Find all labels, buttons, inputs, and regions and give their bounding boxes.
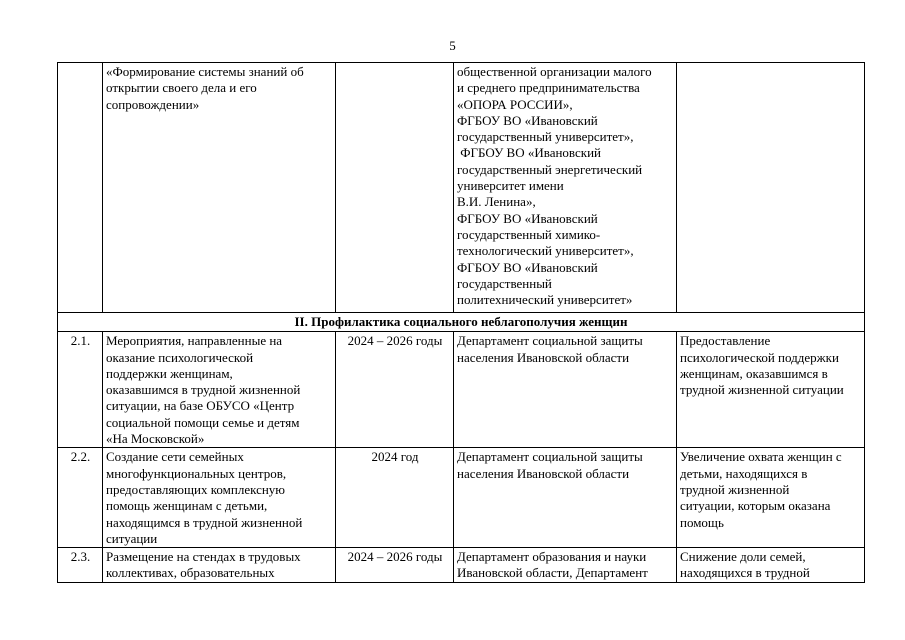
- cell-line: Снижение доли семей,: [680, 549, 806, 565]
- num-cell: 2.3.: [58, 548, 103, 583]
- cell-line: и среднего предпринимательства: [457, 80, 640, 96]
- cell-line: государственный химико-: [457, 226, 601, 242]
- num-cell: 2.2.: [58, 448, 103, 548]
- section-heading: II. Профилактика социального неблагополучия женщин: [58, 313, 865, 332]
- cell-line: ФГБОУ ВО «Ивановский: [457, 210, 598, 226]
- result-cell: [677, 63, 865, 313]
- cell-line: помощь: [680, 514, 724, 530]
- cell-line: «На Московской»: [106, 431, 205, 447]
- cell-line: детьми, находящихся в: [680, 465, 808, 481]
- cell-line: Департамент образования и науки: [457, 549, 647, 565]
- executor-cell: [454, 63, 677, 313]
- cell-line: «Формирование системы знаний об: [106, 64, 304, 79]
- cell-line: находящихся в трудной: [680, 565, 810, 581]
- section-heading-row: [58, 313, 865, 332]
- cell-line: многофункциональных центров,: [106, 465, 287, 481]
- cell-line: университет имени: [457, 178, 564, 194]
- cell-line: политехнический университет»: [457, 292, 633, 308]
- cell-line: предоставляющих комплексную: [106, 481, 286, 497]
- cell-line: государственный энергетический: [457, 161, 643, 177]
- cell-line: трудной жизненной: [680, 481, 790, 497]
- cell-line: Создание сети семейных: [106, 449, 244, 465]
- event-cell: [103, 63, 336, 313]
- cell-line: открытии своего дела и его: [106, 80, 257, 96]
- cell-line: Размещение на стендах в трудовых: [106, 549, 301, 565]
- table-row: [58, 548, 865, 583]
- executor-cell: [454, 548, 677, 583]
- cell-line: сопровождении»: [106, 96, 200, 112]
- cell-line: оказавшимся в трудной жизненной: [106, 382, 301, 398]
- plan-table: [57, 62, 865, 583]
- cell-line: поддержки женщинам,: [106, 365, 233, 381]
- cell-line: Департамент социальной защиты: [457, 333, 643, 349]
- cell-line: населения Ивановской области: [457, 465, 630, 481]
- cell-line: трудной жизненной ситуации: [680, 382, 844, 398]
- cell-line: Предоставление: [680, 333, 771, 349]
- term-cell: 2024 – 2026 годы: [336, 548, 454, 583]
- cell-line: государственный: [457, 275, 552, 291]
- cell-line: Увеличение охвата женщин с: [680, 449, 842, 465]
- cell-line: оказание психологической: [106, 349, 254, 365]
- event-cell: [103, 332, 336, 448]
- event-cell: [103, 448, 336, 548]
- cell-line: населения Ивановской области: [457, 349, 630, 365]
- cell-line: общественной организации малого: [457, 64, 652, 79]
- cell-line: коллективах, образовательных: [106, 565, 275, 581]
- term-cell: 2024 год: [336, 448, 454, 548]
- event-cell: [103, 548, 336, 583]
- cell-line: находящимся в трудной жизненной: [106, 514, 303, 530]
- cell-line: ФГБОУ ВО «Ивановский: [457, 259, 598, 275]
- result-cell: [677, 332, 865, 448]
- page-number: 5: [449, 38, 456, 53]
- cell-line: ФГБОУ ВО «Ивановский: [457, 145, 601, 161]
- cell-line: В.И. Ленина»,: [457, 194, 536, 210]
- cell-line: ситуации, на базе ОБУСО «Центр: [106, 398, 295, 414]
- cell-line: психологической поддержки: [680, 349, 839, 365]
- cell-line: ситуации: [106, 530, 158, 546]
- cell-line: государственный университет»,: [457, 129, 634, 145]
- result-cell: [677, 448, 865, 548]
- cell-line: социальной помощи семье и детям: [106, 414, 300, 430]
- cell-line: женщинам, оказавшимся в: [680, 365, 828, 381]
- cell-line: Мероприятия, направленные на: [106, 333, 283, 349]
- num-cell: 2.1.: [58, 332, 103, 448]
- cell-line: Ивановской области, Департамент: [457, 565, 648, 581]
- executor-cell: [454, 332, 677, 448]
- num-cell: [58, 63, 103, 313]
- table-row: [58, 332, 865, 448]
- term-cell: 2024 – 2026 годы: [336, 332, 454, 448]
- cell-line: технологический университет»,: [457, 243, 634, 259]
- term-cell: [336, 63, 454, 313]
- cell-line: Департамент социальной защиты: [457, 449, 643, 465]
- cell-line: помощь женщинам с детьми,: [106, 498, 268, 514]
- cell-line: ФГБОУ ВО «Ивановский: [457, 112, 598, 128]
- cell-line: ситуации, которым оказана: [680, 498, 831, 514]
- table-row: [58, 63, 865, 313]
- result-cell: [677, 548, 865, 583]
- cell-line: «ОПОРА РОССИИ»,: [457, 96, 573, 112]
- executor-cell: [454, 448, 677, 548]
- table-row: [58, 448, 865, 548]
